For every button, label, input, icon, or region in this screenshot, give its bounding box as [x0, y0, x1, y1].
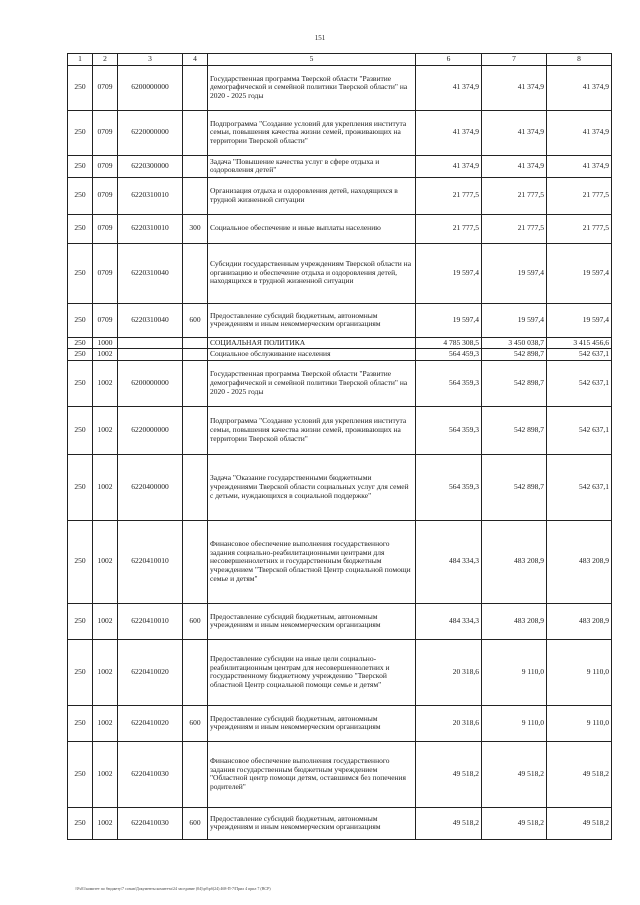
cell-expense-type: 600	[183, 807, 208, 839]
cell-expense-type: 600	[183, 303, 208, 337]
cell-amount-3: 542 637,1	[547, 454, 612, 520]
cell-amount-1: 20 318,6	[416, 639, 482, 705]
cell-amount-1: 20 318,6	[416, 705, 482, 741]
cell-expense-type: 600	[183, 705, 208, 741]
cell-target-article: 6200000000	[118, 360, 183, 406]
cell-description: Предоставление субсидии на иные цели социально-реабилитационным центрам для несовершеннолетних и государственному бюджетному учреждению "Тверской областной Центр социальной помощи семье и детям"	[208, 639, 416, 705]
cell-description: Подпрограмма "Создание условий для укрепления института семьи, повышения качества жизни семей, проживающих на территории Тверской области"	[208, 110, 416, 155]
table-row	[68, 639, 612, 705]
cell-target-article: 6220310040	[118, 243, 183, 303]
cell-grbs: 250	[68, 214, 93, 243]
cell-amount-3: 3 415 456,6	[547, 337, 612, 349]
cell-target-article: 6220000000	[118, 110, 183, 155]
cell-section: 1002	[93, 741, 118, 807]
cell-amount-2: 41 374,9	[482, 110, 547, 155]
cell-amount-1: 49 518,2	[416, 741, 482, 807]
cell-grbs: 250	[68, 807, 93, 839]
table-row	[68, 177, 612, 214]
cell-grbs: 250	[68, 406, 93, 454]
cell-expense-type	[183, 337, 208, 349]
cell-amount-1: 484 334,3	[416, 520, 482, 603]
cell-amount-2: 49 518,2	[482, 741, 547, 807]
column-number: 7	[482, 54, 547, 66]
cell-expense-type	[183, 520, 208, 603]
table-row	[68, 360, 612, 406]
column-number: 3	[118, 54, 183, 66]
cell-target-article: 6220310040	[118, 303, 183, 337]
file-path-footer: \\Fs01\комитет по бюджету\7 созыв\Документы комитета\24 заседание (04)\рб\рб(24) 468-П-7\Прил 4 прил 7 (ВСР)	[75, 886, 271, 891]
table-row	[68, 337, 612, 349]
cell-section: 0709	[93, 65, 118, 110]
cell-grbs: 250	[68, 155, 93, 177]
cell-amount-2: 21 777,5	[482, 177, 547, 214]
cell-amount-3: 19 597,4	[547, 303, 612, 337]
cell-amount-2: 542 898,7	[482, 454, 547, 520]
cell-grbs: 250	[68, 639, 93, 705]
cell-target-article: 6220410010	[118, 603, 183, 639]
cell-section: 1002	[93, 349, 118, 361]
cell-amount-3: 49 518,2	[547, 807, 612, 839]
cell-section: 1002	[93, 454, 118, 520]
cell-grbs: 250	[68, 65, 93, 110]
cell-grbs: 250	[68, 360, 93, 406]
cell-section: 0709	[93, 303, 118, 337]
cell-section: 0709	[93, 214, 118, 243]
cell-expense-type	[183, 65, 208, 110]
cell-amount-1: 564 359,3	[416, 454, 482, 520]
cell-section: 0709	[93, 243, 118, 303]
cell-target-article: 6220410020	[118, 705, 183, 741]
cell-amount-3: 483 208,9	[547, 520, 612, 603]
cell-description: Подпрограмма "Создание условий для укрепления института семьи, повышения качества жизни семей, проживающих на территории Тверской области"	[208, 406, 416, 454]
cell-amount-2: 542 898,7	[482, 360, 547, 406]
cell-target-article: 6220000000	[118, 406, 183, 454]
cell-amount-1: 21 777,5	[416, 177, 482, 214]
cell-amount-2: 542 898,7	[482, 406, 547, 454]
cell-description: СОЦИАЛЬНАЯ ПОЛИТИКА	[208, 337, 416, 349]
cell-amount-1: 41 374,9	[416, 110, 482, 155]
cell-description: Социальное обеспечение и иные выплаты населению	[208, 214, 416, 243]
cell-grbs: 250	[68, 337, 93, 349]
table-row	[68, 110, 612, 155]
cell-amount-3: 21 777,5	[547, 177, 612, 214]
cell-expense-type	[183, 639, 208, 705]
cell-description: Предоставление субсидий бюджетным, автономным учреждениям и иным некоммерческим организациям	[208, 603, 416, 639]
cell-description: Задача "Повышение качества услуг в сфере отдыха и оздоровления детей"	[208, 155, 416, 177]
cell-amount-3: 9 110,0	[547, 705, 612, 741]
cell-amount-3: 41 374,9	[547, 110, 612, 155]
cell-amount-2: 9 110,0	[482, 639, 547, 705]
cell-amount-3: 9 110,0	[547, 639, 612, 705]
page-number: 151	[314, 34, 326, 42]
cell-amount-1: 19 597,4	[416, 303, 482, 337]
column-number: 1	[68, 54, 93, 66]
cell-expense-type	[183, 155, 208, 177]
cell-amount-2: 542 898,7	[482, 349, 547, 361]
cell-target-article	[118, 337, 183, 349]
cell-section: 1002	[93, 603, 118, 639]
cell-amount-1: 21 777,5	[416, 214, 482, 243]
cell-amount-1: 564 359,3	[416, 360, 482, 406]
cell-amount-2: 3 450 038,7	[482, 337, 547, 349]
cell-section: 0709	[93, 155, 118, 177]
cell-target-article: 6220410020	[118, 639, 183, 705]
cell-description: Предоставление субсидий бюджетным, автономным учреждениям и иным некоммерческим организациям	[208, 303, 416, 337]
cell-amount-1: 564 459,3	[416, 349, 482, 361]
cell-amount-3: 41 374,9	[547, 65, 612, 110]
cell-grbs: 250	[68, 705, 93, 741]
cell-target-article: 6220310010	[118, 214, 183, 243]
cell-section: 1002	[93, 360, 118, 406]
cell-amount-1: 41 374,9	[416, 155, 482, 177]
cell-expense-type	[183, 349, 208, 361]
cell-grbs: 250	[68, 177, 93, 214]
cell-section: 1002	[93, 406, 118, 454]
cell-description: Государственная программа Тверской области "Развитие демографической и семейной политики Тверской области" на 2020 - 2025 годы	[208, 65, 416, 110]
cell-amount-3: 542 637,1	[547, 406, 612, 454]
table-row	[68, 741, 612, 807]
table-row	[68, 349, 612, 361]
table-row	[68, 155, 612, 177]
cell-section: 0709	[93, 177, 118, 214]
cell-amount-1: 4 785 308,5	[416, 337, 482, 349]
budget-table	[67, 53, 612, 840]
cell-target-article: 6220410030	[118, 807, 183, 839]
table-row	[68, 214, 612, 243]
cell-grbs: 250	[68, 603, 93, 639]
cell-target-article: 6220410010	[118, 520, 183, 603]
cell-description: Задача "Оказание государственными бюджетными учреждениями Тверской области социальных услуг для семей с детьми, нуждающихся в социальной поддержке"	[208, 454, 416, 520]
column-number-row	[68, 54, 612, 66]
cell-amount-2: 19 597,4	[482, 303, 547, 337]
cell-section: 1002	[93, 639, 118, 705]
cell-expense-type	[183, 360, 208, 406]
column-number: 4	[183, 54, 208, 66]
cell-section: 1002	[93, 705, 118, 741]
table-row	[68, 603, 612, 639]
cell-target-article: 6220400000	[118, 454, 183, 520]
cell-description: Субсидии государственным учреждениям Тверской области на организацию и обеспечение отдыха и оздоровления детей, находящихся в трудной жизненной ситуации	[208, 243, 416, 303]
cell-expense-type: 600	[183, 603, 208, 639]
cell-amount-2: 483 208,9	[482, 520, 547, 603]
cell-target-article: 6220300000	[118, 155, 183, 177]
cell-description: Предоставление субсидий бюджетным, автономным учреждениям и иным некоммерческим организациям	[208, 807, 416, 839]
cell-grbs: 250	[68, 741, 93, 807]
table-row	[68, 705, 612, 741]
column-number: 5	[208, 54, 416, 66]
cell-grbs: 250	[68, 454, 93, 520]
table-row	[68, 807, 612, 839]
cell-expense-type	[183, 110, 208, 155]
cell-amount-1: 484 334,3	[416, 603, 482, 639]
cell-amount-1: 564 359,3	[416, 406, 482, 454]
cell-expense-type: 300	[183, 214, 208, 243]
cell-amount-3: 41 374,9	[547, 155, 612, 177]
cell-target-article	[118, 349, 183, 361]
cell-grbs: 250	[68, 520, 93, 603]
cell-amount-2: 21 777,5	[482, 214, 547, 243]
cell-description: Финансовое обеспечение выполнения государственного задания государственным бюджетным учреждением "Областной центр помощи детям, оставшимся без попечения родителей"	[208, 741, 416, 807]
cell-amount-2: 483 208,9	[482, 603, 547, 639]
cell-grbs: 250	[68, 303, 93, 337]
cell-amount-1: 19 597,4	[416, 243, 482, 303]
cell-grbs: 250	[68, 349, 93, 361]
table-row	[68, 454, 612, 520]
cell-amount-3: 542 637,1	[547, 360, 612, 406]
column-number: 2	[93, 54, 118, 66]
cell-grbs: 250	[68, 243, 93, 303]
cell-amount-3: 483 208,9	[547, 603, 612, 639]
cell-expense-type	[183, 406, 208, 454]
table-row	[68, 65, 612, 110]
cell-description: Организация отдыха и оздоровления детей, находящихся в трудной жизненной ситуации	[208, 177, 416, 214]
cell-description: Предоставление субсидий бюджетным, автономным учреждениям и иным некоммерческим организациям	[208, 705, 416, 741]
table-row	[68, 303, 612, 337]
cell-target-article: 6220310010	[118, 177, 183, 214]
cell-amount-1: 49 518,2	[416, 807, 482, 839]
cell-grbs: 250	[68, 110, 93, 155]
cell-section: 1000	[93, 337, 118, 349]
cell-section: 1002	[93, 807, 118, 839]
cell-target-article: 6200000000	[118, 65, 183, 110]
cell-description: Государственная программа Тверской области "Развитие демографической и семейной политики Тверской области" на 2020 - 2025 годы	[208, 360, 416, 406]
cell-expense-type	[183, 454, 208, 520]
table-row	[68, 520, 612, 603]
cell-amount-3: 542 637,1	[547, 349, 612, 361]
table-row	[68, 243, 612, 303]
cell-description: Социальное обслуживание населения	[208, 349, 416, 361]
cell-expense-type	[183, 741, 208, 807]
cell-section: 1002	[93, 520, 118, 603]
cell-amount-3: 21 777,5	[547, 214, 612, 243]
cell-amount-2: 41 374,9	[482, 155, 547, 177]
cell-amount-1: 41 374,9	[416, 65, 482, 110]
column-number: 6	[416, 54, 482, 66]
cell-target-article: 6220410030	[118, 741, 183, 807]
cell-description: Финансовое обеспечение выполнения государственного задания социально-реабилитационными центрами для несовершеннолетних и государственным бюджетным учреждением "Тверской областной Центр социальной помощи семье и детям"	[208, 520, 416, 603]
cell-amount-2: 9 110,0	[482, 705, 547, 741]
cell-expense-type	[183, 177, 208, 214]
table-row	[68, 406, 612, 454]
column-number: 8	[547, 54, 612, 66]
cell-amount-3: 19 597,4	[547, 243, 612, 303]
cell-amount-2: 49 518,2	[482, 807, 547, 839]
cell-expense-type	[183, 243, 208, 303]
cell-amount-3: 49 518,2	[547, 741, 612, 807]
cell-amount-2: 19 597,4	[482, 243, 547, 303]
cell-amount-2: 41 374,9	[482, 65, 547, 110]
cell-section: 0709	[93, 110, 118, 155]
